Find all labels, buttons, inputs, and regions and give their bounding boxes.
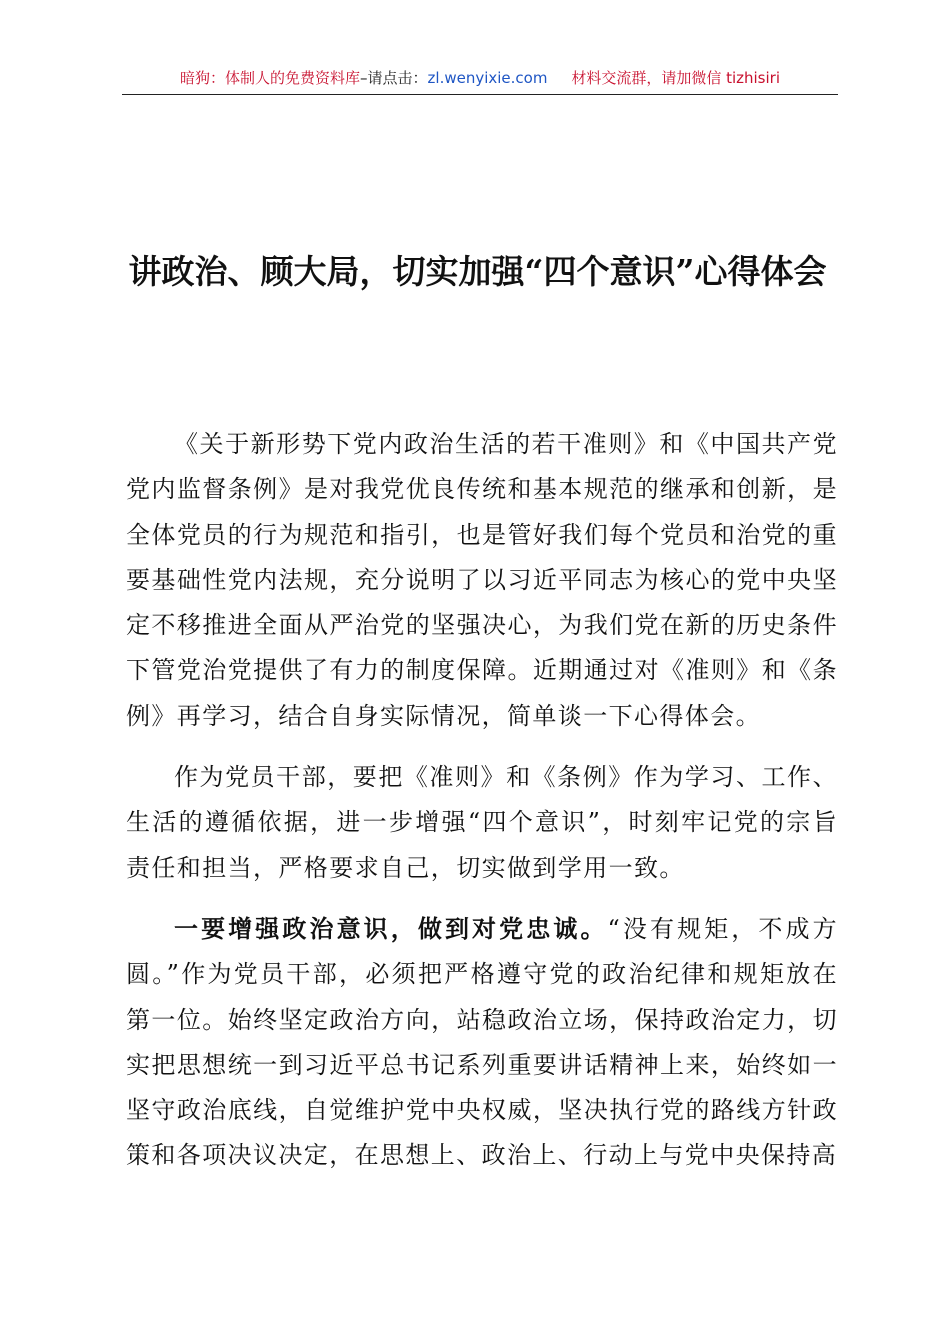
body-paragraph-1: 《关于新形势下党内政治生活的若干准则》和《中国共产党党内监督条例》是对我党优良传统和基本规范的继承和创新，是全体党员的行为规范和指引，也是管好我们每个党员和治党的重要基础性党内法规，充分说明了以习近平同志为核心的党中央坚定不移推进全面从严治党的坚强决心，为我们党在新的历史条件下管党治党提供了有力的制度保障。近期通过对《准则》和《条例》再学习，结合自身实际情况，简单谈一下心得体会。 (126, 430, 838, 730)
header-contact: 材料交流群，请加微信 tizhisiri (571, 69, 780, 87)
page-header (122, 66, 838, 95)
header-site-name: 暗狗：体制人的免费资料库 (180, 69, 361, 87)
paragraph-3-text: “没有规矩，不成方圆。”作为党员干部，必须把严格遵守党的政治纪律和规矩放在第一位。始终坚定政治方向，站稳政治立场，保持政治定力，切实把思想统一到习近平总书记系列重要讲话精神上来，始终如一坚守政治底线，自觉维护党中央权威，坚决执行党的路线方针政策和各项决议决定，在思想上、政治上、行动上与党中央保持高 (126, 914, 838, 1170)
body-paragraph-2: 作为党员干部，要把《准则》和《条例》作为学习、工作、生活的遵循依据，进一步增强“四个意识”，时刻牢记党的宗旨责任和担当，严格要求自己，切实做到学用一致。 (126, 763, 838, 882)
header-url-link[interactable]: zl.wenyixie.com (427, 69, 548, 87)
document-body (126, 422, 838, 1195)
document-title: 讲政治、顾大局，切实加强“四个意识”心得体会 (128, 252, 827, 291)
header-click-prompt: –请点击： (360, 69, 428, 87)
paragraph-lead-heading: 一要增强政治意识，做到对党忠诚。 (174, 914, 608, 943)
body-paragraph-3 (126, 907, 838, 1179)
